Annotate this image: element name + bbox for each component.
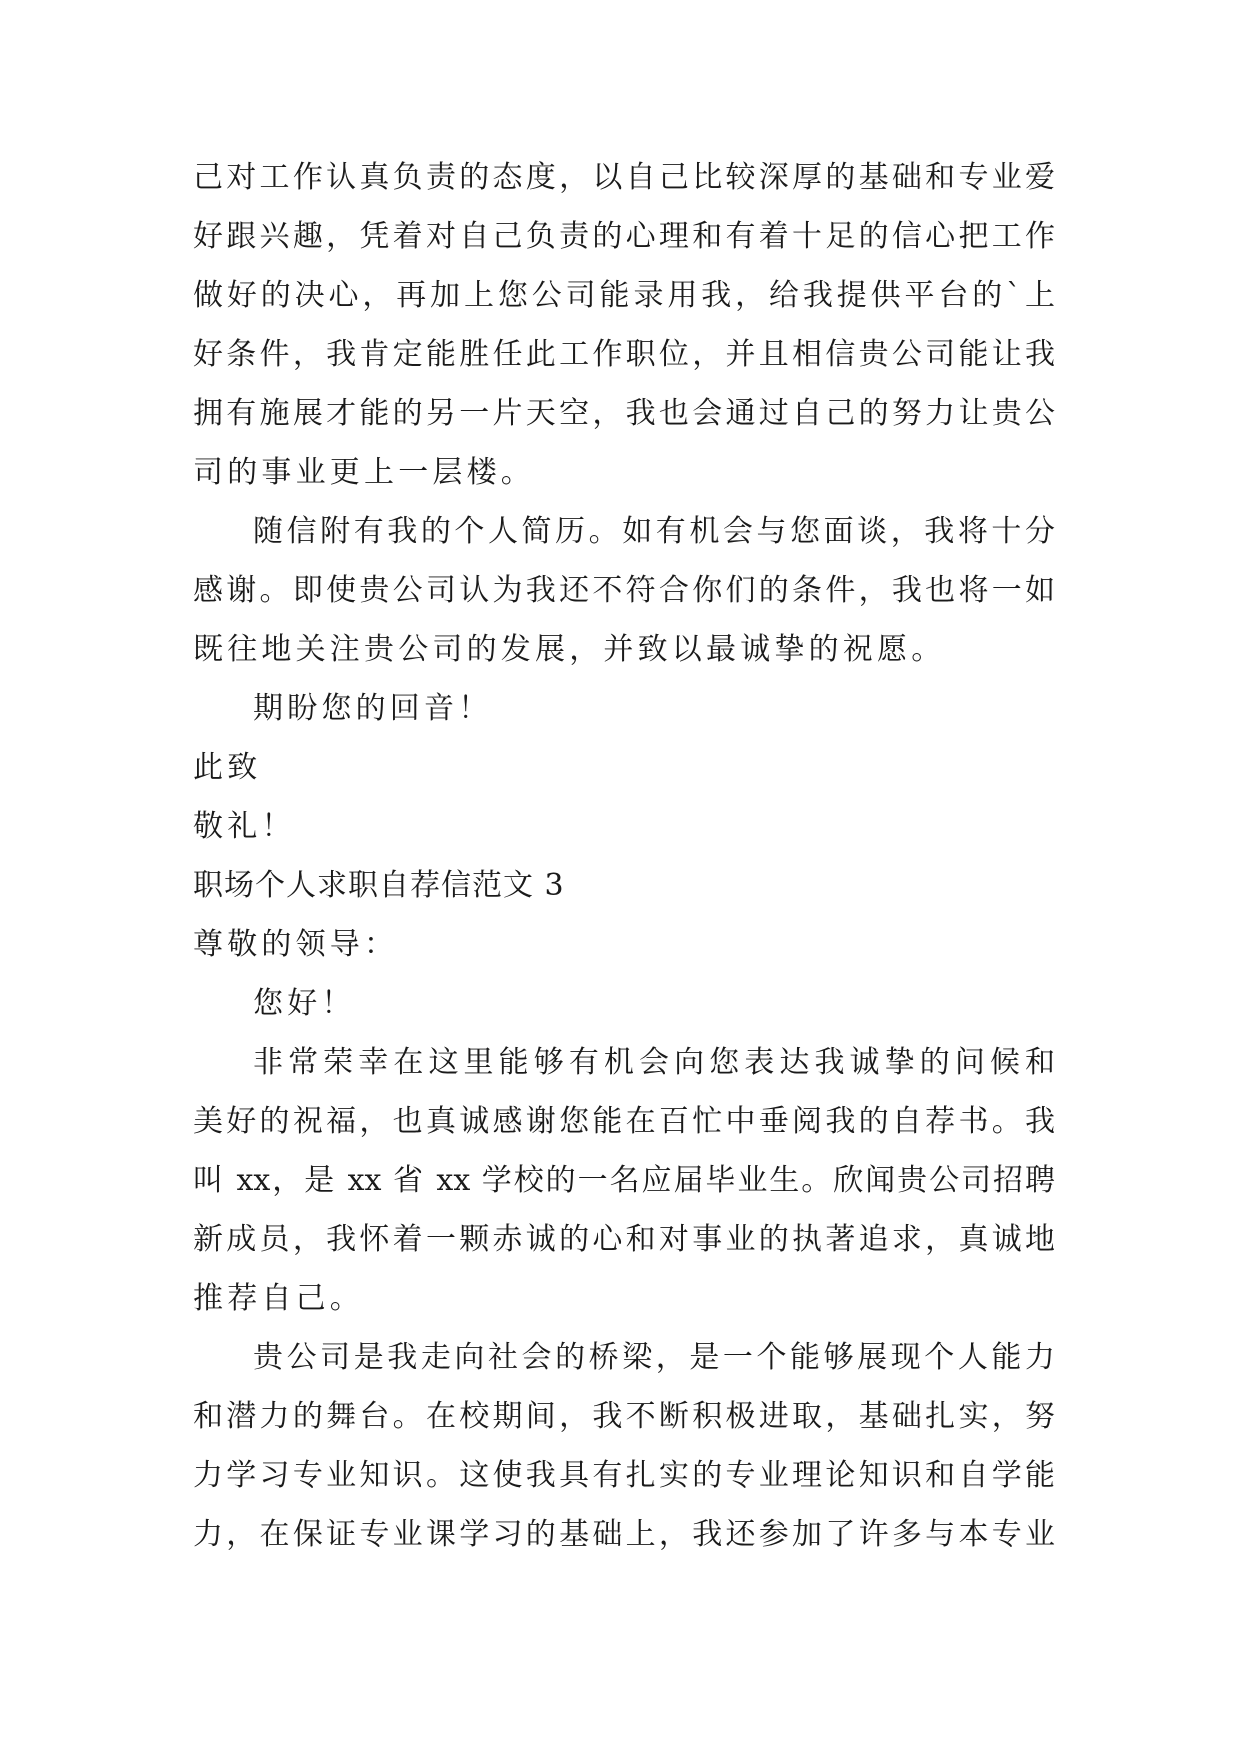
text-line: 好条件，我肯定能胜任此工作职位，并且相信贵公司能让我 bbox=[193, 337, 1055, 372]
section-title: 职场个人求职自荐信范文 3 bbox=[193, 868, 565, 903]
text-line: 非常荣幸在这里能够有机会向您表达我诚挚的问候和 bbox=[253, 1045, 1055, 1080]
text-line: 期盼您的回音！ bbox=[253, 691, 493, 726]
text-line: 贵公司是我走向社会的桥梁，是一个能够展现个人能力 bbox=[253, 1340, 1055, 1375]
text-line: 和潜力的舞台。在校期间，我不断积极进取，基础扎实，努 bbox=[193, 1399, 1055, 1434]
text-line: 既往地关注贵公司的发展，并致以最诚挚的祝愿。 bbox=[193, 632, 946, 667]
salutation: 尊敬的领导： bbox=[193, 927, 399, 962]
greeting: 您好！ bbox=[253, 986, 356, 1021]
text-line: 此致 bbox=[193, 750, 262, 785]
text-line: 叫 xx，是 xx 省 xx 学校的一名应届毕业生。欣闻贵公司招聘 bbox=[193, 1163, 1055, 1198]
text-line: 随信附有我的个人简历。如有机会与您面谈，我将十分 bbox=[253, 514, 1055, 549]
text-line: 拥有施展才能的另一片天空，我也会通过自己的努力让贵公 bbox=[193, 396, 1055, 431]
text-line: 做好的决心，再加上您公司能录用我，给我提供平台的`上 bbox=[193, 278, 1055, 313]
text-line: 敬礼！ bbox=[193, 809, 296, 844]
text-line: 美好的祝福，也真诚感谢您能在百忙中垂阅我的自荐书。我 bbox=[193, 1104, 1055, 1139]
text-line: 推荐自己。 bbox=[193, 1281, 364, 1316]
text-line: 己对工作认真负责的态度，以自己比较深厚的基础和专业爱 bbox=[193, 160, 1055, 195]
text-line: 力学习专业知识。这使我具有扎实的专业理论知识和自学能 bbox=[193, 1458, 1055, 1493]
text-line: 力，在保证专业课学习的基础上，我还参加了许多与本专业 bbox=[193, 1517, 1055, 1552]
text-line: 好跟兴趣，凭着对自己负责的心理和有着十足的信心把工作 bbox=[193, 219, 1055, 254]
text-line: 新成员，我怀着一颗赤诚的心和对事业的执著追求，真诚地 bbox=[193, 1222, 1055, 1257]
text-line: 感谢。即使贵公司认为我还不符合你们的条件，我也将一如 bbox=[193, 573, 1055, 608]
text-line: 司的事业更上一层楼。 bbox=[193, 455, 535, 490]
